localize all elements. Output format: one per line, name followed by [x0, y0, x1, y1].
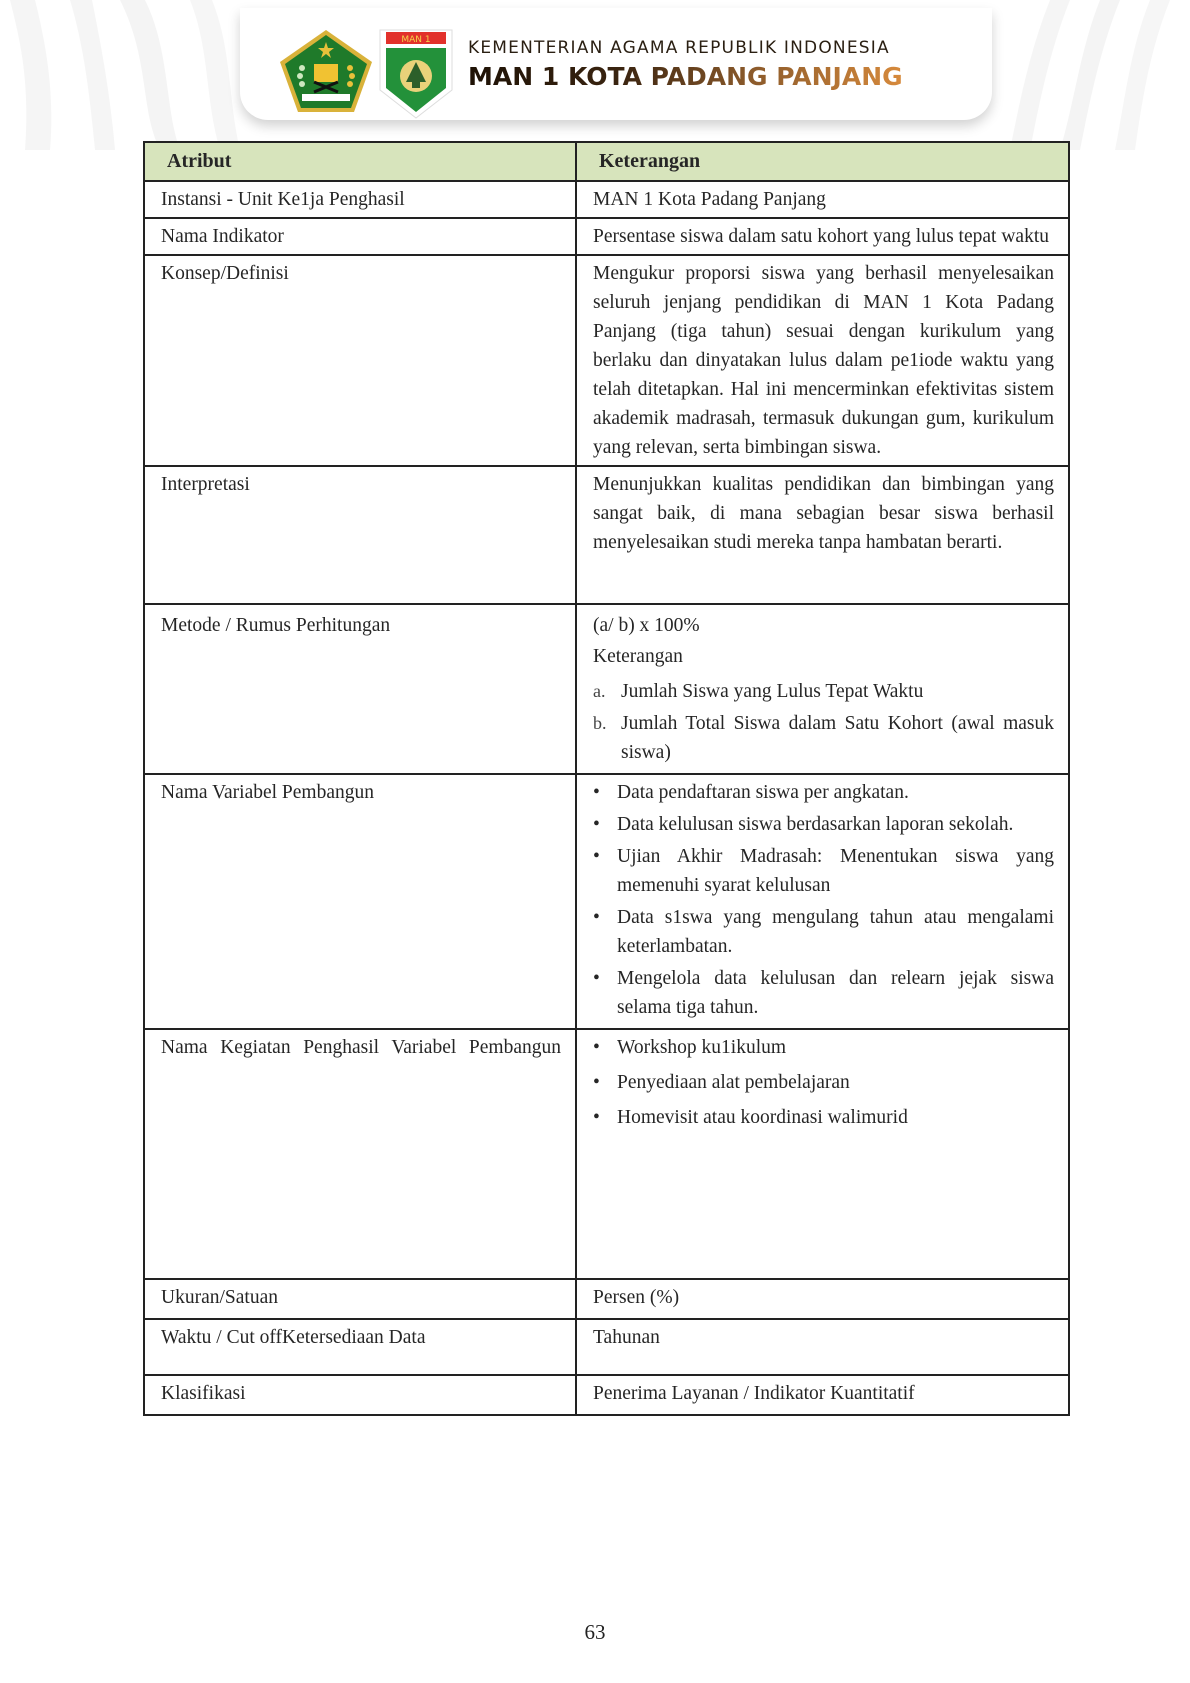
row-label: Instansi - Unit Ke1ja Penghasil: [144, 181, 576, 218]
variable-list: [593, 778, 1054, 1022]
table-row: [144, 218, 1069, 255]
table-row: [144, 1029, 1069, 1279]
row-value: [576, 466, 1069, 604]
bullet-icon: •: [593, 968, 600, 989]
watermark-stripes-right: [990, 0, 1190, 150]
formula: (a/ b) x 100%: [593, 615, 700, 636]
page-number: 63: [584, 1620, 606, 1644]
list-item: [593, 778, 1054, 807]
list-text: Mengelola data kelulusan dan relearn jejak siswa selama tiga tahun.: [617, 968, 1054, 1018]
row-label: Klasifikasi: [144, 1375, 576, 1415]
row-label: Waktu / Cut offKetersediaan Data: [144, 1319, 576, 1375]
list-item: [593, 842, 1054, 900]
list-item: [593, 1033, 1054, 1062]
ministry-name: KEMENTERIAN AGAMA REPUBLIK INDONESIA: [468, 38, 890, 58]
man1-school-emblem-icon: [378, 28, 454, 120]
table-row: [144, 774, 1069, 1029]
row-label: Ukuran/Satuan: [144, 1279, 576, 1319]
table-row: [144, 1279, 1069, 1319]
activity-list: [593, 1033, 1054, 1132]
bullet-icon: •: [593, 1107, 600, 1128]
header-attribute: Atribut: [144, 142, 576, 181]
list-text: Data s1swa yang mengulang tahun atau mengalami keterlambatan.: [617, 907, 1054, 957]
bullet-icon: •: [593, 1037, 600, 1058]
row-label: Metode / Rumus Perhitungan: [144, 604, 576, 774]
list-text: Data kelulusan siswa berdasarkan laporan sekolah.: [617, 814, 1014, 835]
list-item: [593, 964, 1054, 1022]
indicator-table: [143, 141, 1070, 1416]
list-text: Penyediaan alat pembelajaran: [617, 1072, 850, 1093]
formula-variables: [593, 677, 1054, 767]
table-row: [144, 255, 1069, 466]
list-item: [593, 1068, 1054, 1097]
emblem-badge-text: MAN 1: [401, 35, 431, 45]
header-description: Keterangan: [576, 142, 1069, 181]
row-value: Persen (%): [576, 1279, 1069, 1319]
list-item: [593, 810, 1054, 839]
list-text: Workshop ku1ikulum: [617, 1037, 787, 1058]
bullet-icon: •: [593, 846, 600, 867]
list-item: [593, 677, 1054, 706]
row-value: [576, 604, 1069, 774]
formula-note-title: Keterangan: [593, 646, 683, 667]
letterhead: [240, 8, 992, 120]
list-text: Jumlah Total Siswa dalam Satu Kohort (awal masuk siswa): [621, 713, 1054, 763]
interpretation-text: Menunjukkan kualitas pendidikan dan bimbingan yang sangat baik, di mana sebagian besar siswa berhasil menyelesaikan studi mereka tanpa hambatan berarti.: [593, 474, 1054, 553]
list-text: Ujian Akhir Madrasah: Menentukan siswa yang memenuhi syarat kelulusan: [617, 846, 1054, 896]
bullet-icon: •: [593, 907, 600, 928]
row-label: Interpretasi: [144, 466, 576, 604]
row-value: Penerima Layanan / Indikator Kuantitatif: [576, 1375, 1069, 1415]
kemenag-emblem-icon: [278, 28, 374, 114]
list-text: Jumlah Siswa yang Lulus Tepat Waktu: [621, 681, 924, 702]
list-marker: a.: [593, 681, 606, 701]
row-value: [576, 774, 1069, 1029]
list-item: [593, 709, 1054, 767]
table-row: [144, 1319, 1069, 1375]
table-header-row: [144, 142, 1069, 181]
row-label: Nama Variabel Pembangun: [144, 774, 576, 1029]
table-row: [144, 466, 1069, 604]
bullet-icon: •: [593, 782, 600, 803]
school-name: MAN 1 KOTA PADANG PANJANG: [468, 62, 903, 91]
table-row: [144, 604, 1069, 774]
table-row: [144, 1375, 1069, 1415]
row-label: Nama Kegiatan Penghasil Variabel Pembangun: [144, 1029, 576, 1279]
list-text: Data pendaftaran siswa per angkatan.: [617, 782, 909, 803]
row-value: Persentase siswa dalam satu kohort yang lulus tepat waktu: [576, 218, 1069, 255]
list-marker: b.: [593, 713, 607, 733]
table-row: [144, 181, 1069, 218]
row-label: Konsep/Definisi: [144, 255, 576, 466]
bullet-icon: •: [593, 1072, 600, 1093]
row-value: MAN 1 Kota Padang Panjang: [576, 181, 1069, 218]
row-label: Nama Indikator: [144, 218, 576, 255]
bullet-icon: •: [593, 814, 600, 835]
watermark-stripes-left: [0, 0, 260, 150]
list-text: Homevisit atau koordinasi walimurid: [617, 1107, 908, 1128]
row-value: Mengukur proporsi siswa yang berhasil menyelesaikan seluruh jenjang pendidikan di MAN 1 Kota Padang Panjang (tiga tahun) sesuai dengan kurikulum yang berlaku dan dinyatakan lulus dalam pe1iode waktu yang telah ditetapkan. Hal ini mencerminkan efektivitas sistem akademik madrasah, termasuk dukungan gum, kurikulum yang relevan, serta bimbingan siswa.: [576, 255, 1069, 466]
row-value: [576, 1029, 1069, 1279]
list-item: [593, 1103, 1054, 1132]
list-item: [593, 903, 1054, 961]
row-value: Tahunan: [576, 1319, 1069, 1375]
